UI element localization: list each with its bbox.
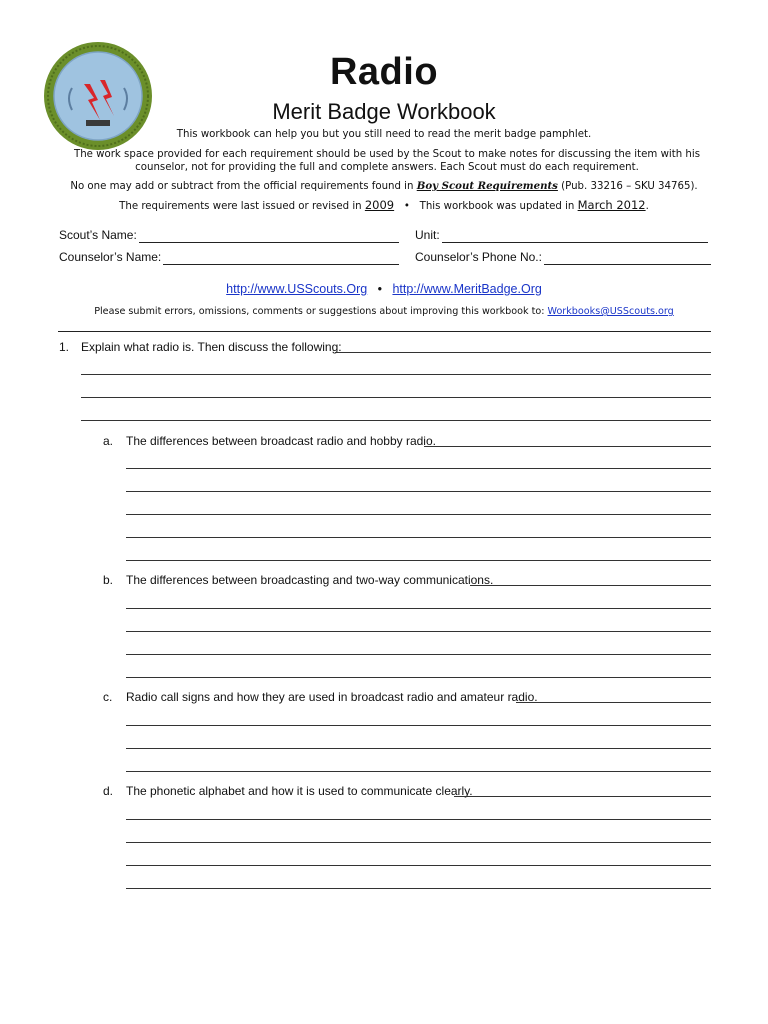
intro-line-3 xyxy=(0,180,768,193)
usscouts-link[interactable]: http://www.USScouts.Org xyxy=(226,282,368,296)
counselor-name-line[interactable] xyxy=(163,253,399,265)
requirement-1-number: 1. xyxy=(59,340,70,354)
page-title: Radio xyxy=(329,51,439,93)
answer-line[interactable] xyxy=(126,865,711,866)
answer-line[interactable] xyxy=(126,537,711,538)
scout-name-label: Scout’s Name: xyxy=(59,228,137,242)
answer-line[interactable] xyxy=(126,819,711,820)
answer-line[interactable] xyxy=(126,725,711,726)
requirement-1b-letter: b. xyxy=(103,573,114,587)
answer-line[interactable] xyxy=(126,748,711,749)
intro-line-3-pre: No one may add or subtract from the official requirements found in xyxy=(70,181,417,192)
answer-line[interactable] xyxy=(516,702,711,703)
submit-text: Please submit errors, omissions, comments or suggestions about improving this workbook to: xyxy=(94,306,548,317)
link-separator: • xyxy=(377,282,383,296)
meritbadge-link[interactable]: http://www.MeritBadge.Org xyxy=(392,282,542,296)
answer-line[interactable] xyxy=(126,608,711,609)
requirement-1d-text: The phonetic alphabet and how it is used to communicate clearly. xyxy=(126,784,473,798)
workbooks-email-link[interactable]: Workbooks@USScouts.org xyxy=(547,306,674,317)
answer-line[interactable] xyxy=(81,397,711,398)
links-row xyxy=(0,281,768,297)
answer-line[interactable] xyxy=(126,491,711,492)
answer-line[interactable] xyxy=(126,654,711,655)
answer-line[interactable] xyxy=(126,677,711,678)
unit-field[interactable] xyxy=(415,228,711,243)
answer-line[interactable] xyxy=(126,514,711,515)
intro-line-4-end: . xyxy=(645,201,649,212)
issued-label: The requirements were last issued or revised in xyxy=(119,201,365,212)
answer-line[interactable] xyxy=(81,420,711,421)
answer-line[interactable] xyxy=(126,888,711,889)
answer-line[interactable] xyxy=(126,842,711,843)
requirement-1-text: Explain what radio is. Then discuss the following: xyxy=(81,340,342,354)
unit-label: Unit: xyxy=(415,228,440,242)
intro-line-1: This workbook can help you but you still need to read the merit badge pamphlet. xyxy=(176,129,592,140)
requirement-1a-letter: a. xyxy=(103,434,114,448)
answer-line[interactable] xyxy=(126,771,711,772)
scout-name-field[interactable] xyxy=(59,228,399,243)
requirement-1c-text: Radio call signs and how they are used in broadcast radio and amateur radio. xyxy=(126,690,538,704)
counselor-name-field[interactable] xyxy=(59,250,399,265)
counselor-phone-field[interactable] xyxy=(415,250,711,265)
answer-line[interactable] xyxy=(126,631,711,632)
answer-line[interactable] xyxy=(81,374,711,375)
requirement-1b-text: The differences between broadcasting and two-way communications. xyxy=(126,573,494,587)
issued-year: 2009 xyxy=(364,198,395,212)
requirements-book-title: Boy Scout Requirements xyxy=(416,180,558,192)
updated-label: This workbook was updated in xyxy=(419,201,578,212)
scout-name-line[interactable] xyxy=(139,231,399,243)
submit-note xyxy=(0,305,768,318)
page-subtitle: Merit Badge Workbook xyxy=(272,99,496,124)
intro-line-4 xyxy=(0,199,768,213)
answer-line[interactable] xyxy=(126,468,711,469)
requirement-1a-text: The differences between broadcast radio and hobby radio. xyxy=(126,434,436,448)
intro-line-3-post: (Pub. 33216 – SKU 34765). xyxy=(557,181,698,192)
answer-line[interactable] xyxy=(126,560,711,561)
requirement-1c-letter: c. xyxy=(103,690,113,704)
unit-line[interactable] xyxy=(442,231,708,243)
counselor-phone-line[interactable] xyxy=(544,253,711,265)
requirement-1d-letter: d. xyxy=(103,784,114,798)
updated-date: March 2012 xyxy=(577,198,646,212)
intro-line-2: The work space provided for each requirement should be used by the Scout to make notes for discussing the item with his counselor, not for providing the full and complete answers. Each Scout must do each requirement. xyxy=(73,149,701,173)
answer-line[interactable] xyxy=(470,585,711,586)
counselor-phone-label: Counselor’s Phone No.: xyxy=(415,250,542,264)
counselor-name-label: Counselor’s Name: xyxy=(59,250,162,264)
answer-line[interactable] xyxy=(335,352,711,353)
answer-line[interactable] xyxy=(424,446,711,447)
section-divider xyxy=(58,331,711,332)
answer-line[interactable] xyxy=(454,796,711,797)
bullet-separator: • xyxy=(403,201,410,212)
